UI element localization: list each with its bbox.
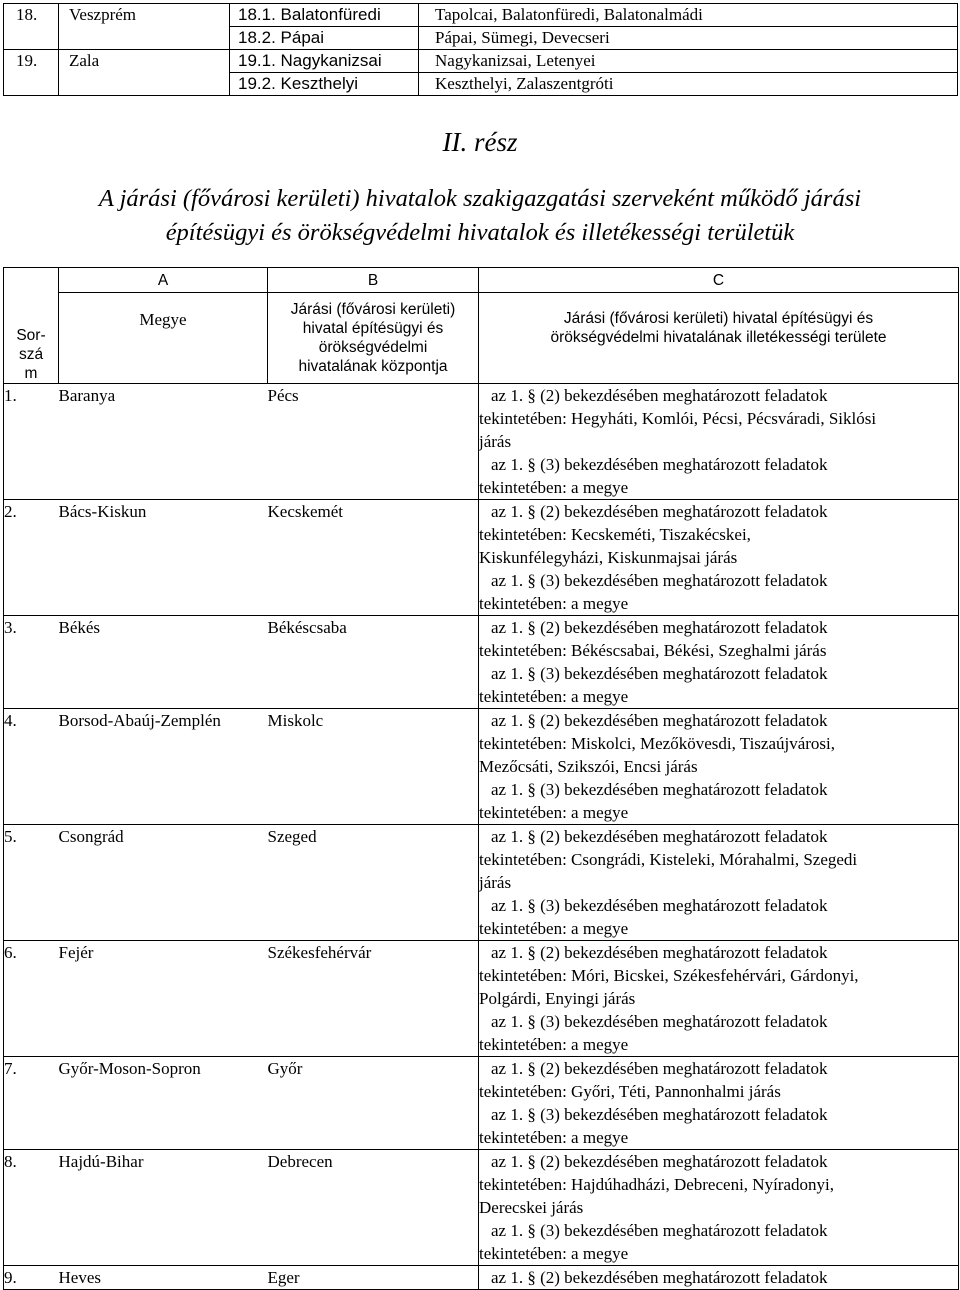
jurisdiction-line: tekintetében: a megye (479, 919, 629, 938)
jurisdiction-line: Kiskunfélegyházi, Kiskunmajsai járás (479, 548, 738, 567)
jurisdiction-line: az 1. § (3) bekezdésében meghatározott feladatok (491, 664, 828, 683)
row-county: Borsod-Abaúj-Zemplén (59, 709, 268, 825)
row-jurisdiction (479, 1057, 959, 1150)
office-name: 19.2. Keszthelyi (230, 73, 419, 96)
office-areas: Pápai, Sümegi, Devecseri (419, 27, 958, 50)
jurisdiction-line: tekintetében: a megye (479, 1128, 629, 1147)
row-county: Győr-Moson-Sopron (59, 1057, 268, 1150)
office-areas: Tapolcai, Balatonfüredi, Balatonalmádi (419, 4, 958, 27)
office-name: 19.1. Nagykanizsai (230, 50, 419, 73)
row-number: 3. (4, 616, 59, 709)
header-kozpont-line-2: hivatal építésügyi és (302, 320, 444, 337)
header-col-b: B (268, 268, 479, 293)
jurisdiction-line: tekintetében: a megye (479, 478, 629, 497)
row-number: 7. (4, 1057, 59, 1150)
jurisdiction-line: az 1. § (2) bekezdésében meghatározott feladatok (491, 711, 828, 730)
jurisdiction-line: tekintetében: Békéscsabai, Békési, Szeghalmi járás (479, 641, 827, 660)
county-name: Zala (59, 50, 230, 73)
row-jurisdiction (479, 825, 959, 941)
jurisdiction-line: az 1. § (3) bekezdésében meghatározott feladatok (491, 1221, 828, 1240)
row-county: Heves (59, 1266, 268, 1290)
row-number: 8. (4, 1150, 59, 1266)
county-number: 18. (4, 4, 59, 27)
row-jurisdiction (479, 941, 959, 1057)
row-county: Fejér (59, 941, 268, 1057)
row-jurisdiction (479, 384, 959, 500)
jurisdiction-line: az 1. § (3) bekezdésében meghatározott feladatok (491, 455, 828, 474)
header-row (4, 268, 959, 293)
header-megye-label: Megye (139, 310, 187, 329)
header-col-c: C (479, 268, 959, 293)
table-row (4, 1266, 959, 1290)
header-row-labels (4, 293, 959, 384)
header-sor-line-3: m (24, 365, 38, 382)
row-number: 1. (4, 384, 59, 500)
county-office-row (4, 73, 958, 96)
row-jurisdiction (479, 500, 959, 616)
row-number: 9. (4, 1266, 59, 1290)
county-number (4, 27, 59, 50)
jurisdiction-line: tekintetében: Győri, Téti, Pannonhalmi járás (479, 1082, 781, 1101)
row-number: 6. (4, 941, 59, 1057)
jurisdiction-line: az 1. § (3) bekezdésében meghatározott feladatok (491, 571, 828, 590)
section-heading (0, 182, 960, 250)
row-seat: Kecskemét (268, 500, 479, 616)
row-seat: Szeged (268, 825, 479, 941)
jurisdiction-line: Polgárdi, Enyingi járás (479, 989, 636, 1008)
jurisdiction-line: tekintetében: a megye (479, 803, 629, 822)
county-office-row (4, 27, 958, 50)
row-seat: Eger (268, 1266, 479, 1290)
jurisdiction-line: Mezőcsáti, Szikszói, Encsi járás (479, 757, 698, 776)
jurisdiction-line: tekintetében: Móri, Bicskei, Székesfehérvári, Gárdonyi, (479, 966, 859, 985)
row-jurisdiction (479, 1150, 959, 1266)
jurisdiction-line: tekintetében: a megye (479, 687, 629, 706)
county-offices-table (3, 3, 958, 96)
county-number: 19. (4, 50, 59, 73)
table-row (4, 384, 959, 500)
jurisdiction-line: tekintetében: Csongrádi, Kisteleki, Mórahalmi, Szegedi (479, 850, 858, 869)
county-name: Veszprém (59, 4, 230, 27)
office-areas: Keszthelyi, Zalaszentgróti (419, 73, 958, 96)
header-illet-line-2: örökségvédelmi hivatalának illetékességi területe (550, 329, 887, 346)
header-sorszam (4, 268, 59, 384)
header-sor-line-2: szá (18, 346, 44, 363)
row-county: Baranya (59, 384, 268, 500)
jurisdiction-line: az 1. § (2) bekezdésében meghatározott feladatok (491, 502, 828, 521)
jurisdiction-line: az 1. § (2) bekezdésében meghatározott feladatok (491, 1268, 828, 1287)
row-number: 5. (4, 825, 59, 941)
office-name: 18.2. Pápai (230, 27, 419, 50)
jurisdiction-line: Derecskei járás (479, 1198, 584, 1217)
header-kozpont (268, 293, 479, 384)
table-row (4, 825, 959, 941)
row-seat: Győr (268, 1057, 479, 1150)
row-seat: Békéscsaba (268, 616, 479, 709)
row-jurisdiction (479, 616, 959, 709)
jurisdiction-line: tekintetében: Kecskeméti, Tiszakécskei, (479, 525, 751, 544)
table-row (4, 1150, 959, 1266)
jurisdiction-line: járás (479, 873, 512, 892)
office-name: 18.1. Balatonfüredi (230, 4, 419, 27)
part-title: II. rész (442, 127, 518, 157)
county-office-row (4, 4, 958, 27)
table-row (4, 616, 959, 709)
row-seat: Pécs (268, 384, 479, 500)
header-sor-line-1: Sor- (16, 327, 46, 344)
row-county: Bács-Kiskun (59, 500, 268, 616)
row-county: Hajdú-Bihar (59, 1150, 268, 1266)
row-county: Csongrád (59, 825, 268, 941)
jurisdiction-line: az 1. § (2) bekezdésében meghatározott feladatok (491, 943, 828, 962)
jurisdiction-line: az 1. § (3) bekezdésében meghatározott feladatok (491, 1105, 828, 1124)
jurisdiction-line: az 1. § (2) bekezdésében meghatározott feladatok (491, 386, 828, 405)
row-county: Békés (59, 616, 268, 709)
jurisdiction-line: tekintetében: a megye (479, 594, 629, 613)
jurisdiction-line: járás (479, 432, 512, 451)
table-row (4, 709, 959, 825)
jurisdiction-line: az 1. § (2) bekezdésében meghatározott feladatok (491, 827, 828, 846)
header-illet-line-1: Járási (fővárosi kerületi) hivatal építésügyi és (563, 310, 874, 327)
jurisdiction-line: tekintetében: Hajdúhadházi, Debreceni, Nyíradonyi, (479, 1175, 834, 1194)
row-seat: Debrecen (268, 1150, 479, 1266)
jurisdiction-line: tekintetében: Miskolci, Mezőkövesdi, Tiszaújvárosi, (479, 734, 836, 753)
header-kozpont-line-4: hivatalának központja (298, 358, 448, 375)
header-col-a: A (59, 268, 268, 293)
jurisdiction-line: tekintetében: a megye (479, 1035, 629, 1054)
table-row (4, 941, 959, 1057)
section-heading-line-1: A járási (fővárosi kerületi) hivatalok szakigazgatási szerveként működő járási (98, 185, 862, 212)
row-number: 4. (4, 709, 59, 825)
jurisdiction-line: tekintetében: a megye (479, 1244, 629, 1263)
jurisdiction-line: tekintetében: Hegyháti, Komlói, Pécsi, Pécsváradi, Siklósi (479, 409, 877, 428)
county-number (4, 73, 59, 96)
header-megye (59, 293, 268, 384)
jurisdiction-line: az 1. § (3) bekezdésében meghatározott feladatok (491, 780, 828, 799)
office-areas: Nagykanizsai, Letenyei (419, 50, 958, 73)
jurisdiction-line: az 1. § (3) bekezdésében meghatározott feladatok (491, 896, 828, 915)
county-office-row (4, 50, 958, 73)
table-row (4, 500, 959, 616)
header-kozpont-line-1: Járási (fővárosi kerületi) (290, 301, 456, 318)
section-heading-line-2: építésügyi és örökségvédelmi hivatalok és illetékességi területük (165, 219, 795, 246)
row-seat: Székesfehérvár (268, 941, 479, 1057)
county-name (59, 27, 230, 50)
header-illetekesseg (479, 293, 959, 384)
table-row (4, 1057, 959, 1150)
row-jurisdiction (479, 709, 959, 825)
row-number: 2. (4, 500, 59, 616)
county-name (59, 73, 230, 96)
jurisdiction-line: az 1. § (2) bekezdésében meghatározott feladatok (491, 1152, 828, 1171)
jurisdiction-line: az 1. § (3) bekezdésében meghatározott feladatok (491, 1012, 828, 1031)
jurisdiction-line: az 1. § (2) bekezdésében meghatározott feladatok (491, 1059, 828, 1078)
row-jurisdiction (479, 1266, 959, 1290)
header-kozpont-line-3: örökségvédelmi (318, 339, 428, 356)
row-seat: Miskolc (268, 709, 479, 825)
jurisdiction-line: az 1. § (2) bekezdésében meghatározott feladatok (491, 618, 828, 637)
building-offices-table (3, 267, 959, 1290)
